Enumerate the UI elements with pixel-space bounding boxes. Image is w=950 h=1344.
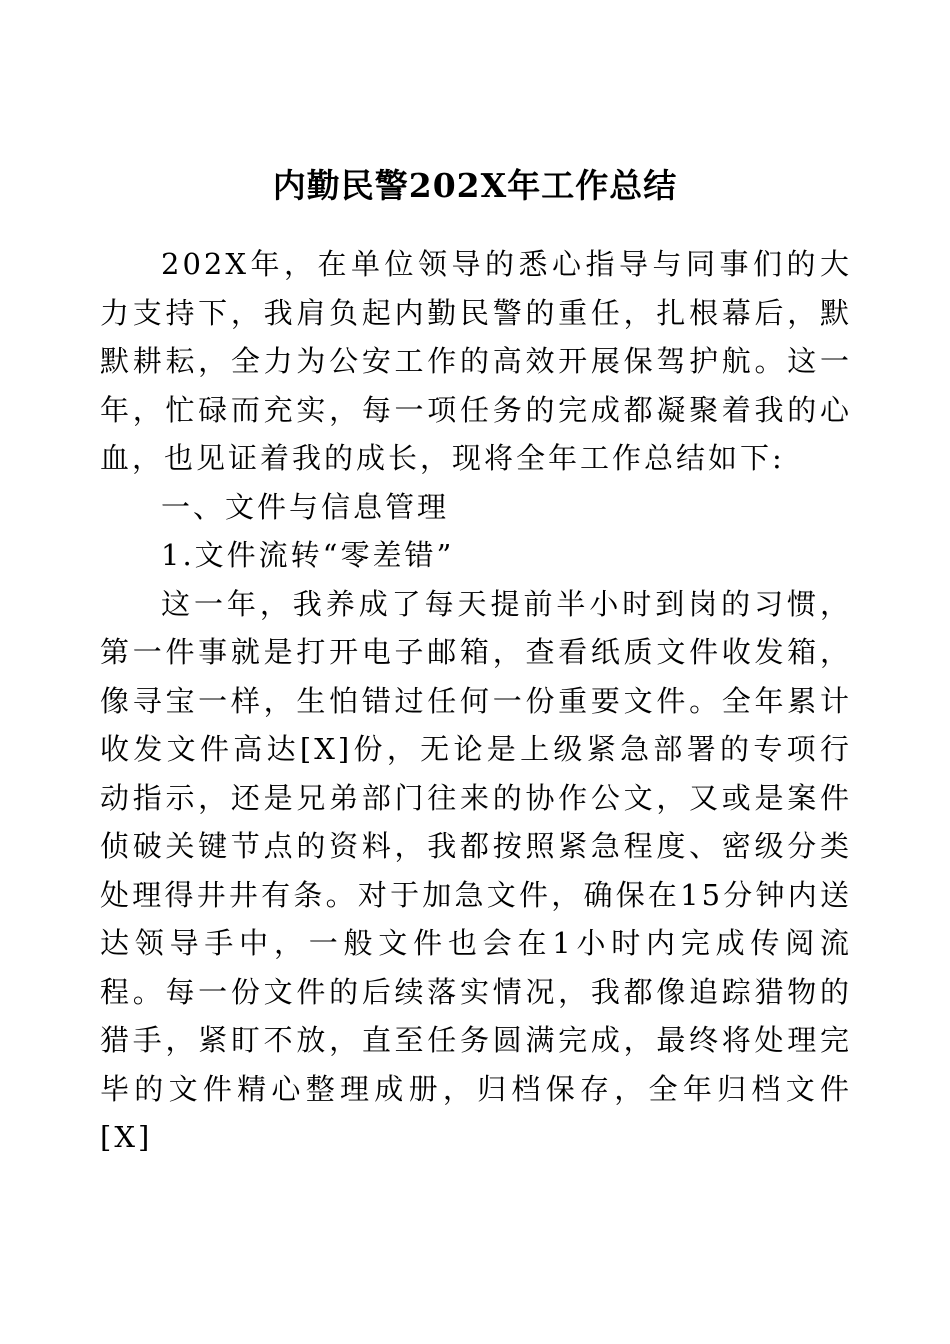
document-body xyxy=(100,240,852,1162)
subsection-heading: 1.文件流转“零差错” xyxy=(161,538,455,572)
body-paragraph: 这一年，我养成了每天提前半小时到岗的习惯，第一件事就是打开电子邮箱，查看纸质文件收发箱，像寻宝一样，生怕错过任何一份重要文件。全年累计收发文件高达[X]份，无论是上级紧急部署的专项行动指示，还是兄弟部门往来的协作公文，又或是案件侦破关键节点的资料，我都按照紧急程度、密级分类处理得井井有条。对于加急文件，确保在15分钟内送达领导手中，一般文件也会在1小时内完成传阅流程。每一份文件的后续落实情况，我都像追踪猎物的猎手，紧盯不放，直至任务圆满完成，最终将处理完毕的文件精心整理成册，归档保存，全年归档文件[X] xyxy=(100,586,852,1154)
document-title: 内勤民警202X年工作总结 xyxy=(272,166,678,205)
intro-paragraph: 202X年，在单位领导的悉心指导与同事们的大力支持下，我肩负起内勤民警的重任，扎根幕后，默默耕耘，全力为公安工作的高效开展保驾护航。这一年，忙碌而充实，每一项任务的完成都凝聚着我的心血，也见证着我的成长，现将全年工作总结如下: xyxy=(100,247,852,475)
section-heading: 一、文件与信息管理 xyxy=(161,489,450,524)
